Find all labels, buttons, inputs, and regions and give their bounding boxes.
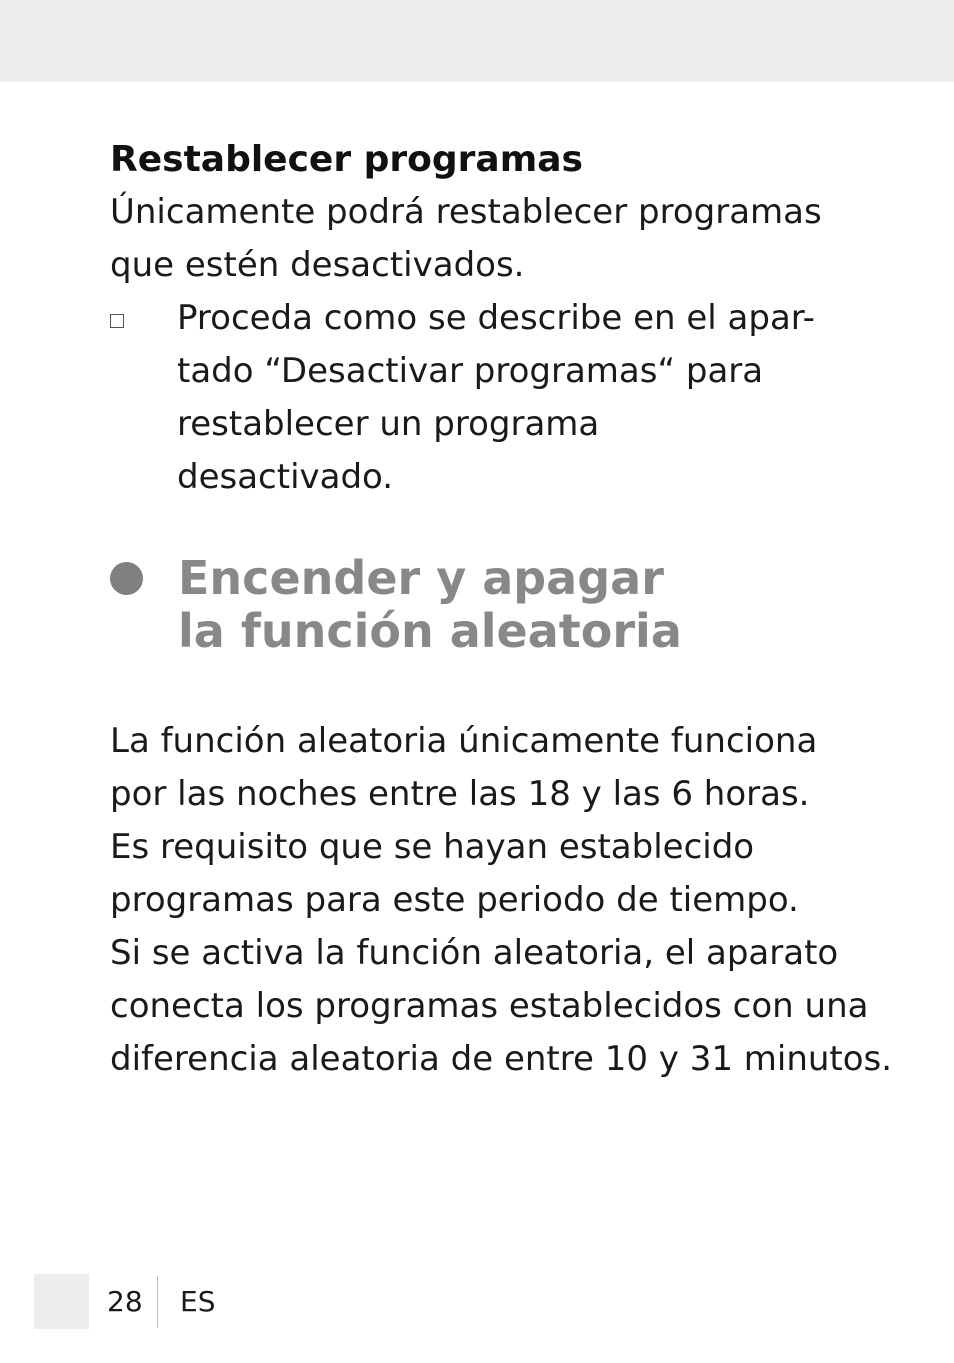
body-line: por las noches entre las 18 y las 6 horas. bbox=[110, 774, 810, 814]
step-line: tado “Desactivar programas“ para bbox=[177, 351, 764, 391]
body-line: La función aleatoria únicamente funciona bbox=[110, 721, 818, 761]
body-line: programas para este periodo de tiempo. bbox=[110, 880, 799, 920]
chapter-heading-block bbox=[110, 552, 870, 658]
body-line: Si se activa la función aleatoria, el aparato bbox=[110, 933, 839, 973]
step-line: Proceda como se describe en el apar- bbox=[177, 298, 815, 338]
instruction-step bbox=[110, 292, 870, 504]
footer-tab-box bbox=[34, 1274, 89, 1329]
section-intro bbox=[110, 186, 870, 292]
body-line: conecta los programas establecidos con una bbox=[110, 986, 869, 1026]
body-paragraph bbox=[110, 715, 893, 1086]
intro-line: que estén desactivados. bbox=[110, 245, 525, 285]
body-line: diferencia aleatoria de entre 10 y 31 minutos. bbox=[110, 1039, 893, 1079]
section-heading: Restablecer programas bbox=[110, 139, 583, 180]
checkbox-icon bbox=[110, 314, 124, 328]
footer-divider bbox=[157, 1276, 158, 1328]
body-line: Es requisito que se hayan establecido bbox=[110, 827, 755, 867]
intro-line: Únicamente podrá restablecer programas bbox=[110, 192, 822, 232]
step-text bbox=[177, 292, 817, 504]
chapter-body bbox=[110, 715, 893, 1086]
language-code: ES bbox=[180, 1285, 216, 1318]
page-number: 28 bbox=[107, 1285, 143, 1318]
chapter-title bbox=[110, 552, 870, 658]
chapter-title-line: Encender y apagar bbox=[178, 551, 664, 605]
chapter-title-line: la función aleatoria bbox=[178, 604, 682, 658]
step-line: restablecer un programa desactivado. bbox=[177, 404, 600, 497]
restore-programs-section bbox=[110, 134, 870, 504]
page-header-band bbox=[0, 0, 954, 82]
bullet-dot-icon bbox=[110, 562, 143, 595]
